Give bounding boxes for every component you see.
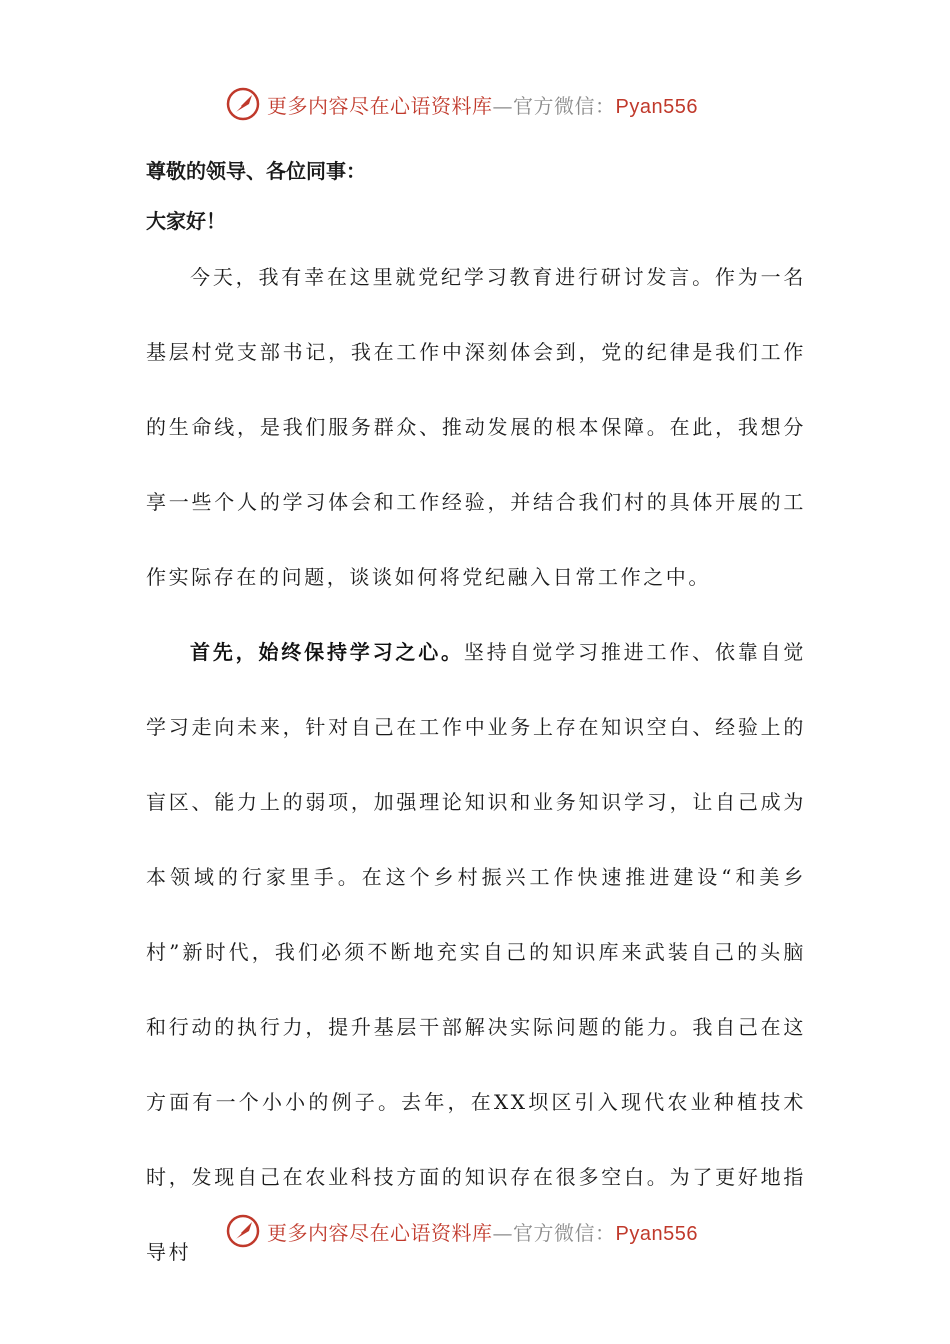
banner-wechat-id: Pyan556 [615,1222,698,1245]
banner-wechat-id: Pyan556 [615,95,698,118]
banner-site-name: 更多内容尽在心语资料库 [267,1220,493,1245]
banner-site-name: 更多内容尽在心语资料库 [267,93,493,118]
quill-logo-icon [225,86,261,122]
document-body [146,152,806,1290]
banner-separator: — [492,1220,513,1245]
banner-text [267,1217,698,1246]
paragraph-intro: 今天，我有幸在这里就党纪学习教育进行研讨发言。作为一名基层村党支部书记，我在工作中深刻体会到，党的纪律是我们工作的生命线，是我们服务群众、推动发展的根本保障。在此，我想分享一些个人的学习体会和工作经验，并结合我们村的具体开展的工作实际存在的问题，谈谈如何将党纪融入日常工作之中。 [146,265,806,589]
banner-wechat-label: 官方微信： [513,1220,616,1245]
quill-logo-icon [225,1213,261,1249]
paragraph-body: 坚持自觉学习推进工作、依靠自觉学习走向未来，针对自己在工作中业务上存在知识空白、经验上的盲区、能力上的弱项，加强理论知识和业务知识学习，让自己成为本领域的行家里手。在这个乡村振兴工作快速推进建设“和美乡村”新时代，我们必须不断地充实自己的知识库来武装自己的头脑和行动的执行力，提升基层干部解决实际问题的能力。我自己在这方面有一个小小的例子。去年，在XX坝区引入现代农业种植技术时，发现自己在农业科技方面的知识存在很多空白。为了更好地指导村 [146,640,807,1264]
paragraph-heading: 首先，始终保持学习之心。 [190,640,464,664]
greeting: 大家好！ [146,209,226,233]
banner-separator: — [492,93,513,118]
paragraph-first-point [146,615,806,1290]
banner-wechat-label: 官方微信： [513,93,616,118]
header-banner [225,84,698,124]
footer-banner [225,1211,698,1251]
banner-text [267,90,698,119]
salutation: 尊敬的领导、各位同事： [146,159,366,183]
